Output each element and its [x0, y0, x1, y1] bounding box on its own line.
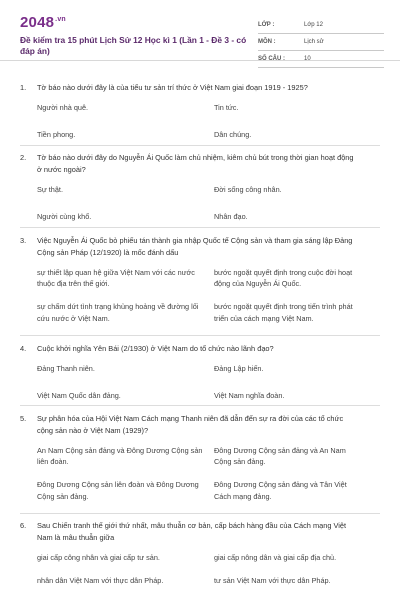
answer-option[interactable]: Đời sống công nhân. — [214, 185, 282, 194]
answer-option[interactable]: Người nhà quê. — [37, 103, 89, 112]
meta-value: 10 — [304, 56, 311, 62]
answer-option[interactable]: Việt Nam Quốc dân đảng. — [37, 391, 121, 401]
meta-subject-row — [258, 34, 384, 51]
answer-option[interactable]: Đảng Thanh niên. — [37, 364, 95, 373]
page-title: Đề kiểm tra 15 phút Lịch Sử 12 Học kì 1 (Lần 1 - Đề 3 - có đáp án) — [20, 35, 247, 56]
answer-option[interactable]: giai cấp nông dân và giai cấp địa chủ. — [214, 553, 337, 562]
answer-option[interactable]: bước ngoặt quyết định trong cuộc đời hoạt động của Nguyễn Ái Quốc. — [214, 268, 353, 289]
question-divider — [20, 513, 380, 514]
answer-option[interactable]: Việt Nam nghĩa đoàn. — [214, 391, 285, 401]
answer-option[interactable]: Đảng Lập hiến. — [214, 364, 264, 373]
answer-option[interactable]: nhân dân Việt Nam với thực dân Pháp. — [37, 576, 164, 586]
answer-option[interactable]: bước ngoặt quyết định trong tiến trình phát triển của cách mạng Việt Nam. — [214, 302, 353, 323]
question-text: Sau Chiến tranh thế giới thứ nhất, mâu thuẫn cơ bản, cấp bách hàng đầu của Cách mạng Việt Nam là mâu thuẫn giữa — [37, 521, 347, 542]
question-1 — [20, 82, 380, 140]
meta-value: Lớp 12 — [304, 22, 323, 28]
header — [20, 14, 388, 66]
answer-option[interactable]: Dân chúng. — [214, 130, 252, 140]
question-number: 4. — [20, 344, 27, 353]
question-text: Sự phân hóa của Hội Việt Nam Cách mạng Thanh niên đã dẫn đến sự ra đời của các tổ chức cộng sản nào ở Việt Nam (1929)? — [37, 414, 344, 435]
site-logo[interactable] — [20, 14, 66, 31]
answer-option[interactable]: Sự thật. — [37, 185, 63, 194]
header-divider — [0, 60, 400, 61]
question-number: 3. — [20, 236, 27, 245]
meta-label: MÔN : — [258, 39, 276, 45]
question-number: 6. — [20, 521, 27, 530]
meta-label: LỚP : — [258, 22, 275, 28]
meta-class-row — [258, 17, 384, 34]
question-number: 5. — [20, 414, 27, 423]
question-divider — [20, 145, 380, 146]
question-text: Tờ báo nào dưới đây do Nguyễn Ái Quốc làm chủ nhiệm, kiêm chủ bút trong thời gian hoạt động ở nước ngoài? — [37, 153, 354, 174]
question-3 — [20, 235, 380, 324]
question-text: Cuộc khởi nghĩa Yên Bái (2/1930) ở Việt Nam do tổ chức nào lãnh đạo? — [37, 344, 274, 353]
logo-suffix: .vn — [55, 16, 66, 23]
answer-option[interactable]: tư sản Việt Nam với thực dân Pháp. — [214, 576, 331, 586]
answer-option[interactable]: Nhân đạo. — [214, 212, 248, 222]
answer-option[interactable]: sự thiết lập quan hệ giữa Việt Nam với các nước thuộc địa trên thế giới. — [37, 268, 195, 289]
question-divider — [20, 405, 380, 406]
answer-option[interactable]: Đông Dương Cộng sản đảng và An Nam Cộng sản đảng. — [214, 446, 346, 467]
answer-option[interactable]: giai cấp công nhân và giai cấp tư sản. — [37, 553, 160, 562]
question-divider — [20, 335, 380, 336]
answer-option[interactable]: Đông Dương Cộng sản liên đoàn và Đông Dương Cộng sản đảng. — [37, 480, 199, 501]
answer-option[interactable]: Tin tức. — [214, 103, 239, 112]
answer-option[interactable]: Đông Dương Cộng sản đảng và Tân Việt Cách mạng đảng. — [214, 480, 347, 501]
meta-value: Lịch sử — [304, 39, 324, 45]
question-5 — [20, 413, 380, 502]
question-4 — [20, 343, 380, 401]
answer-option[interactable]: sự chấm dứt tình trạng khủng hoảng về đường lối cứu nước ở Việt Nam. — [37, 302, 199, 323]
question-2 — [20, 152, 380, 222]
question-6 — [20, 520, 380, 586]
meta-label: SỐ CÂU : — [258, 56, 285, 62]
question-number: 1. — [20, 83, 27, 92]
question-text: Việc Nguyễn Ái Quốc bỏ phiếu tán thành gia nhập Quốc tế Cộng sản và tham gia sáng lập Đảng Cộng sản Pháp (12/1920) là mốc đánh dấu — [37, 236, 353, 257]
answer-option[interactable]: Người cùng khổ. — [37, 212, 92, 222]
answer-option[interactable]: Tiền phong. — [37, 130, 76, 140]
logo-text: 2048 — [20, 14, 55, 31]
question-divider — [20, 227, 380, 228]
question-number: 2. — [20, 153, 27, 162]
question-text: Tờ báo nào dưới đây là của tiểu tư sản trí thức ở Việt Nam giai đoạn 1919 - 1925? — [37, 83, 308, 92]
answer-option[interactable]: An Nam Cộng sản đảng và Đông Dương Cộng sản liên đoàn. — [37, 446, 203, 467]
